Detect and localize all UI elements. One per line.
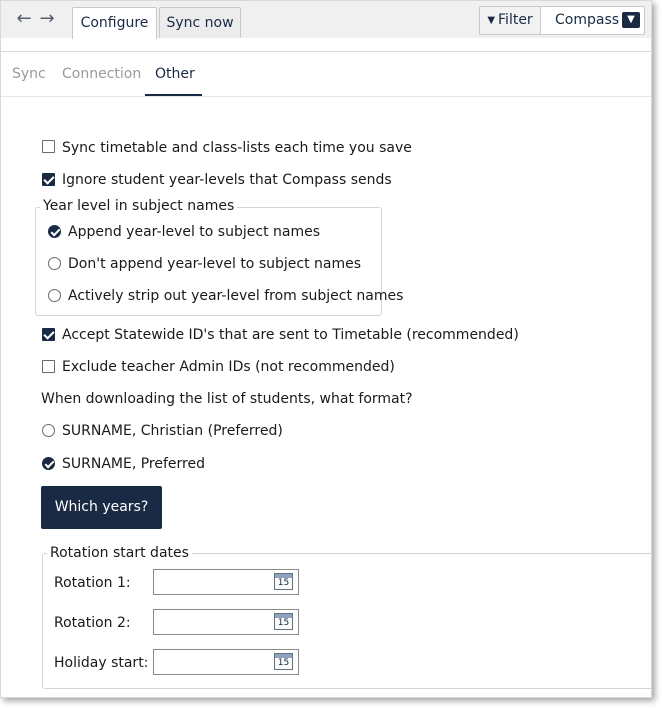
calendar-icon[interactable] <box>274 653 293 670</box>
rotation-1-input[interactable] <box>153 569 299 595</box>
arrow-left-icon[interactable]: ← <box>16 8 32 29</box>
subtab-connection[interactable]: Connection <box>62 66 142 82</box>
toolbar <box>1 1 652 38</box>
filter-group <box>479 6 645 35</box>
rotation-2-input[interactable] <box>153 609 299 635</box>
calendar-icon[interactable] <box>274 573 293 590</box>
format-question: When downloading the list of students, what format? <box>41 391 413 407</box>
tab-configure-label: Configure <box>80 15 149 31</box>
exclude-admin-ids-label: Exclude teacher Admin IDs (not recommended) <box>62 359 395 375</box>
format-preferred-radio[interactable] <box>42 457 55 470</box>
dont-append-year-level-radio[interactable] <box>48 257 61 270</box>
subtab-bar <box>1 51 652 97</box>
which-years-button[interactable]: Which years? <box>41 486 162 529</box>
chevron-down-icon[interactable]: ▼ <box>622 12 640 28</box>
rotation-legend: Rotation start dates <box>47 544 192 562</box>
rotation-1-label: Rotation 1: <box>54 575 131 591</box>
sync-each-save-checkbox[interactable] <box>42 140 55 153</box>
accept-statewide-ids-checkbox[interactable] <box>42 328 55 341</box>
tab-configure[interactable] <box>72 7 157 39</box>
append-year-level-label: Append year-level to subject names <box>68 224 320 240</box>
strip-year-level-label: Actively strip out year-level from subject names <box>68 288 404 304</box>
source-select-value[interactable]: Compass <box>555 12 620 28</box>
year-level-legend: Year level in subject names <box>40 197 237 215</box>
holiday-start-input[interactable] <box>153 649 299 675</box>
rotation-2-label: Rotation 2: <box>54 615 131 631</box>
calendar-icon[interactable] <box>274 613 293 630</box>
ignore-year-levels-label: Ignore student year-levels that Compass sends <box>62 172 392 188</box>
calendar-icon-day: 15 <box>277 618 290 628</box>
accept-statewide-ids-label: Accept Statewide ID's that are sent to Timetable (recommended) <box>62 327 519 343</box>
filter-button[interactable] <box>480 7 541 34</box>
strip-year-level-radio[interactable] <box>48 289 61 302</box>
calendar-icon-day: 15 <box>277 578 290 588</box>
filter-button-label: Filter <box>498 12 533 28</box>
format-christian-label: SURNAME, Christian (Preferred) <box>62 423 283 439</box>
calendar-icon-day: 15 <box>277 658 290 668</box>
subtab-sync[interactable]: Sync <box>12 66 46 82</box>
subtab-other[interactable]: Other <box>145 52 202 96</box>
exclude-admin-ids-checkbox[interactable] <box>42 360 55 373</box>
append-year-level-radio[interactable] <box>48 225 61 238</box>
funnel-icon: ▼ <box>487 15 496 26</box>
format-christian-radio[interactable] <box>42 424 55 437</box>
sync-each-save-label: Sync timetable and class-lists each time you save <box>62 140 412 156</box>
holiday-start-label: Holiday start: <box>54 655 149 671</box>
format-preferred-label: SURNAME, Preferred <box>62 456 205 472</box>
ignore-year-levels-checkbox[interactable] <box>42 173 55 186</box>
arrow-right-icon[interactable]: → <box>39 8 55 29</box>
dont-append-year-level-label: Don't append year-level to subject names <box>68 256 362 272</box>
tab-sync-now[interactable] <box>159 7 241 38</box>
tab-sync-now-label: Sync now <box>166 15 234 31</box>
